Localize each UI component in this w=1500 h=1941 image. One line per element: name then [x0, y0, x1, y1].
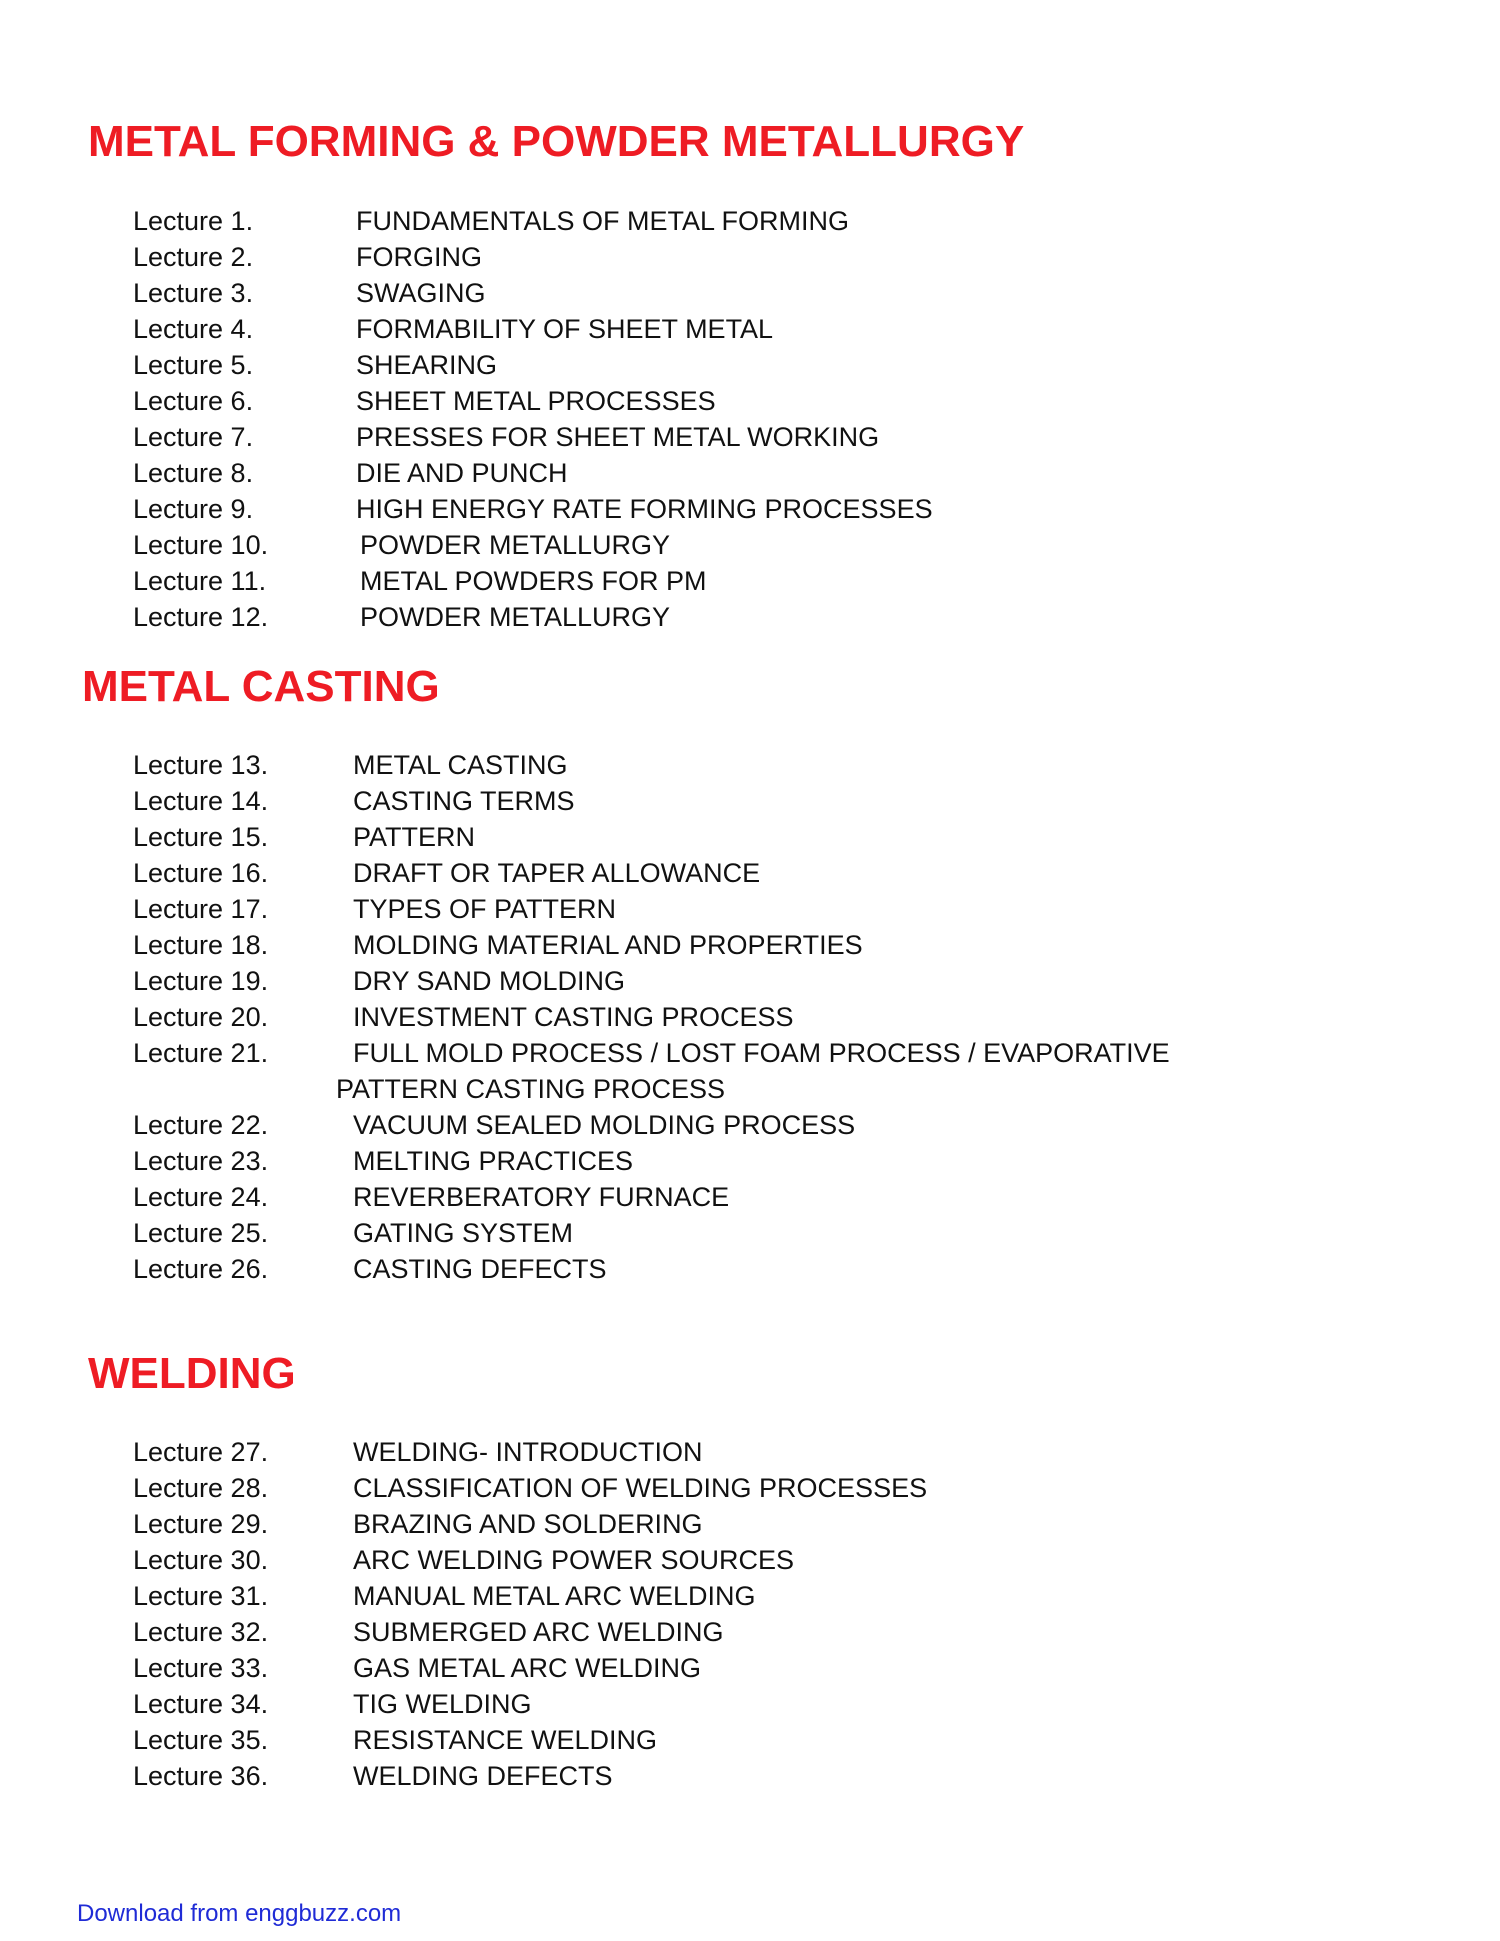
lecture-row [0, 1434, 1500, 1470]
lecture-number: Lecture 10. [133, 530, 269, 560]
lecture-title: MELTING PRACTICES [353, 1146, 634, 1176]
lecture-row [0, 599, 1500, 635]
lecture-number: Lecture 22. [133, 1110, 269, 1140]
lecture-row [0, 1251, 1500, 1287]
lecture-row [0, 1506, 1500, 1542]
lecture-title: PATTERN [353, 822, 476, 852]
lecture-row [0, 1143, 1500, 1179]
lecture-number: Lecture 3. [133, 278, 254, 308]
lecture-row [0, 963, 1500, 999]
lecture-number: Lecture 7. [133, 422, 254, 452]
lecture-title: DIE AND PUNCH [356, 458, 568, 488]
lecture-list-metal-casting [0, 747, 1500, 1287]
lecture-row [0, 347, 1500, 383]
lecture-row [0, 999, 1500, 1035]
lecture-row [0, 311, 1500, 347]
lecture-row [0, 927, 1500, 963]
lecture-title: SWAGING [356, 278, 486, 308]
lecture-number: Lecture 30. [133, 1545, 269, 1575]
lecture-row [0, 1107, 1500, 1143]
lecture-number: Lecture 1. [133, 206, 254, 236]
lecture-number: Lecture 9. [133, 494, 254, 524]
lecture-title: WELDING DEFECTS [353, 1761, 613, 1791]
lecture-row [0, 563, 1500, 599]
lecture-title: FORMABILITY OF SHEET METAL [356, 314, 774, 344]
lecture-title: INVESTMENT CASTING PROCESS [353, 1002, 794, 1032]
section-title-metal-casting: METAL CASTING [82, 662, 440, 711]
lecture-row [0, 1686, 1500, 1722]
section-title-metal-forming: METAL FORMING & POWDER METALLURGY [88, 117, 1025, 166]
lecture-title: METAL CASTING [353, 750, 568, 780]
lecture-row [0, 1650, 1500, 1686]
lecture-number: Lecture 13. [133, 750, 269, 780]
lecture-row [0, 1578, 1500, 1614]
lecture-row-continuation [0, 1071, 1500, 1107]
download-source-link[interactable]: Download from enggbuzz.com [77, 1900, 402, 1927]
lecture-title: VACUUM SEALED MOLDING PROCESS [353, 1110, 856, 1140]
lecture-title: BRAZING AND SOLDERING [353, 1509, 703, 1539]
lecture-title: METAL POWDERS FOR PM [360, 566, 707, 596]
lecture-number: Lecture 17. [133, 894, 269, 924]
lecture-title: DRY SAND MOLDING [353, 966, 626, 996]
lecture-title-continuation: PATTERN CASTING PROCESS [336, 1074, 726, 1104]
lecture-number: Lecture 23. [133, 1146, 269, 1176]
lecture-row [0, 1722, 1500, 1758]
lecture-number: Lecture 32. [133, 1617, 269, 1647]
lecture-list-metal-forming [0, 203, 1500, 635]
lecture-title: PRESSES FOR SHEET METAL WORKING [356, 422, 880, 452]
lecture-title: CASTING DEFECTS [353, 1254, 607, 1284]
lecture-title: FULL MOLD PROCESS / LOST FOAM PROCESS / EVAPORATIVE [353, 1038, 1170, 1068]
lecture-title: TYPES OF PATTERN [353, 894, 617, 924]
lecture-title: DRAFT OR TAPER ALLOWANCE [353, 858, 761, 888]
lecture-row [0, 1758, 1500, 1794]
lecture-number: Lecture 35. [133, 1725, 269, 1755]
lecture-title: SUBMERGED ARC WELDING [353, 1617, 724, 1647]
lecture-row [0, 747, 1500, 783]
lecture-row [0, 419, 1500, 455]
lecture-row [0, 383, 1500, 419]
lecture-number: Lecture 20. [133, 1002, 269, 1032]
lecture-row [0, 1035, 1500, 1071]
lecture-number: Lecture 26. [133, 1254, 269, 1284]
lecture-number: Lecture 8. [133, 458, 254, 488]
lecture-number: Lecture 19. [133, 966, 269, 996]
lecture-number: Lecture 33. [133, 1653, 269, 1683]
lecture-number: Lecture 34. [133, 1689, 269, 1719]
lecture-number: Lecture 11. [133, 566, 267, 596]
lecture-title: CLASSIFICATION OF WELDING PROCESSES [353, 1473, 928, 1503]
lecture-row [0, 239, 1500, 275]
lecture-title: TIG WELDING [353, 1689, 532, 1719]
lecture-row [0, 1614, 1500, 1650]
lecture-title: CASTING TERMS [353, 786, 575, 816]
lecture-row [0, 1215, 1500, 1251]
lecture-number: Lecture 4. [133, 314, 254, 344]
lecture-row [0, 203, 1500, 239]
lecture-title: GAS METAL ARC WELDING [353, 1653, 702, 1683]
lecture-title: FUNDAMENTALS OF METAL FORMING [356, 206, 850, 236]
lecture-row [0, 527, 1500, 563]
section-title-welding: WELDING [88, 1349, 296, 1398]
lecture-row [0, 455, 1500, 491]
lecture-row [0, 1542, 1500, 1578]
lecture-title: MOLDING MATERIAL AND PROPERTIES [353, 930, 863, 960]
lecture-title: HIGH ENERGY RATE FORMING PROCESSES [356, 494, 933, 524]
lecture-number: Lecture 24. [133, 1182, 269, 1212]
lecture-number: Lecture 5. [133, 350, 254, 380]
lecture-row [0, 1179, 1500, 1215]
lecture-number: Lecture 21. [133, 1038, 269, 1068]
lecture-title: RESISTANCE WELDING [353, 1725, 658, 1755]
lecture-row [0, 855, 1500, 891]
lecture-number: Lecture 18. [133, 930, 269, 960]
lecture-row [0, 819, 1500, 855]
lecture-title: POWDER METALLURGY [360, 530, 671, 560]
lecture-number: Lecture 36. [133, 1761, 269, 1791]
lecture-title: REVERBERATORY FURNACE [353, 1182, 730, 1212]
lecture-number: Lecture 25. [133, 1218, 269, 1248]
lecture-title: WELDING- INTRODUCTION [353, 1437, 703, 1467]
lecture-row [0, 1470, 1500, 1506]
lecture-number: Lecture 27. [133, 1437, 269, 1467]
lecture-title: SHEET METAL PROCESSES [356, 386, 716, 416]
lecture-number: Lecture 28. [133, 1473, 269, 1503]
lecture-number: Lecture 29. [133, 1509, 269, 1539]
lecture-number: Lecture 31. [133, 1581, 269, 1611]
lecture-title: MANUAL METAL ARC WELDING [353, 1581, 756, 1611]
lecture-row [0, 275, 1500, 311]
lecture-number: Lecture 14. [133, 786, 269, 816]
lecture-row [0, 891, 1500, 927]
lecture-title: POWDER METALLURGY [360, 602, 671, 632]
lecture-title: GATING SYSTEM [353, 1218, 574, 1248]
lecture-title: FORGING [356, 242, 482, 272]
lecture-number: Lecture 15. [133, 822, 269, 852]
lecture-number: Lecture 16. [133, 858, 269, 888]
lecture-list-welding [0, 1434, 1500, 1794]
lecture-number: Lecture 12. [133, 602, 269, 632]
lecture-row [0, 491, 1500, 527]
lecture-row [0, 783, 1500, 819]
lecture-number: Lecture 6. [133, 386, 254, 416]
lecture-title: ARC WELDING POWER SOURCES [353, 1545, 795, 1575]
lecture-title: SHEARING [356, 350, 498, 380]
lecture-number: Lecture 2. [133, 242, 254, 272]
